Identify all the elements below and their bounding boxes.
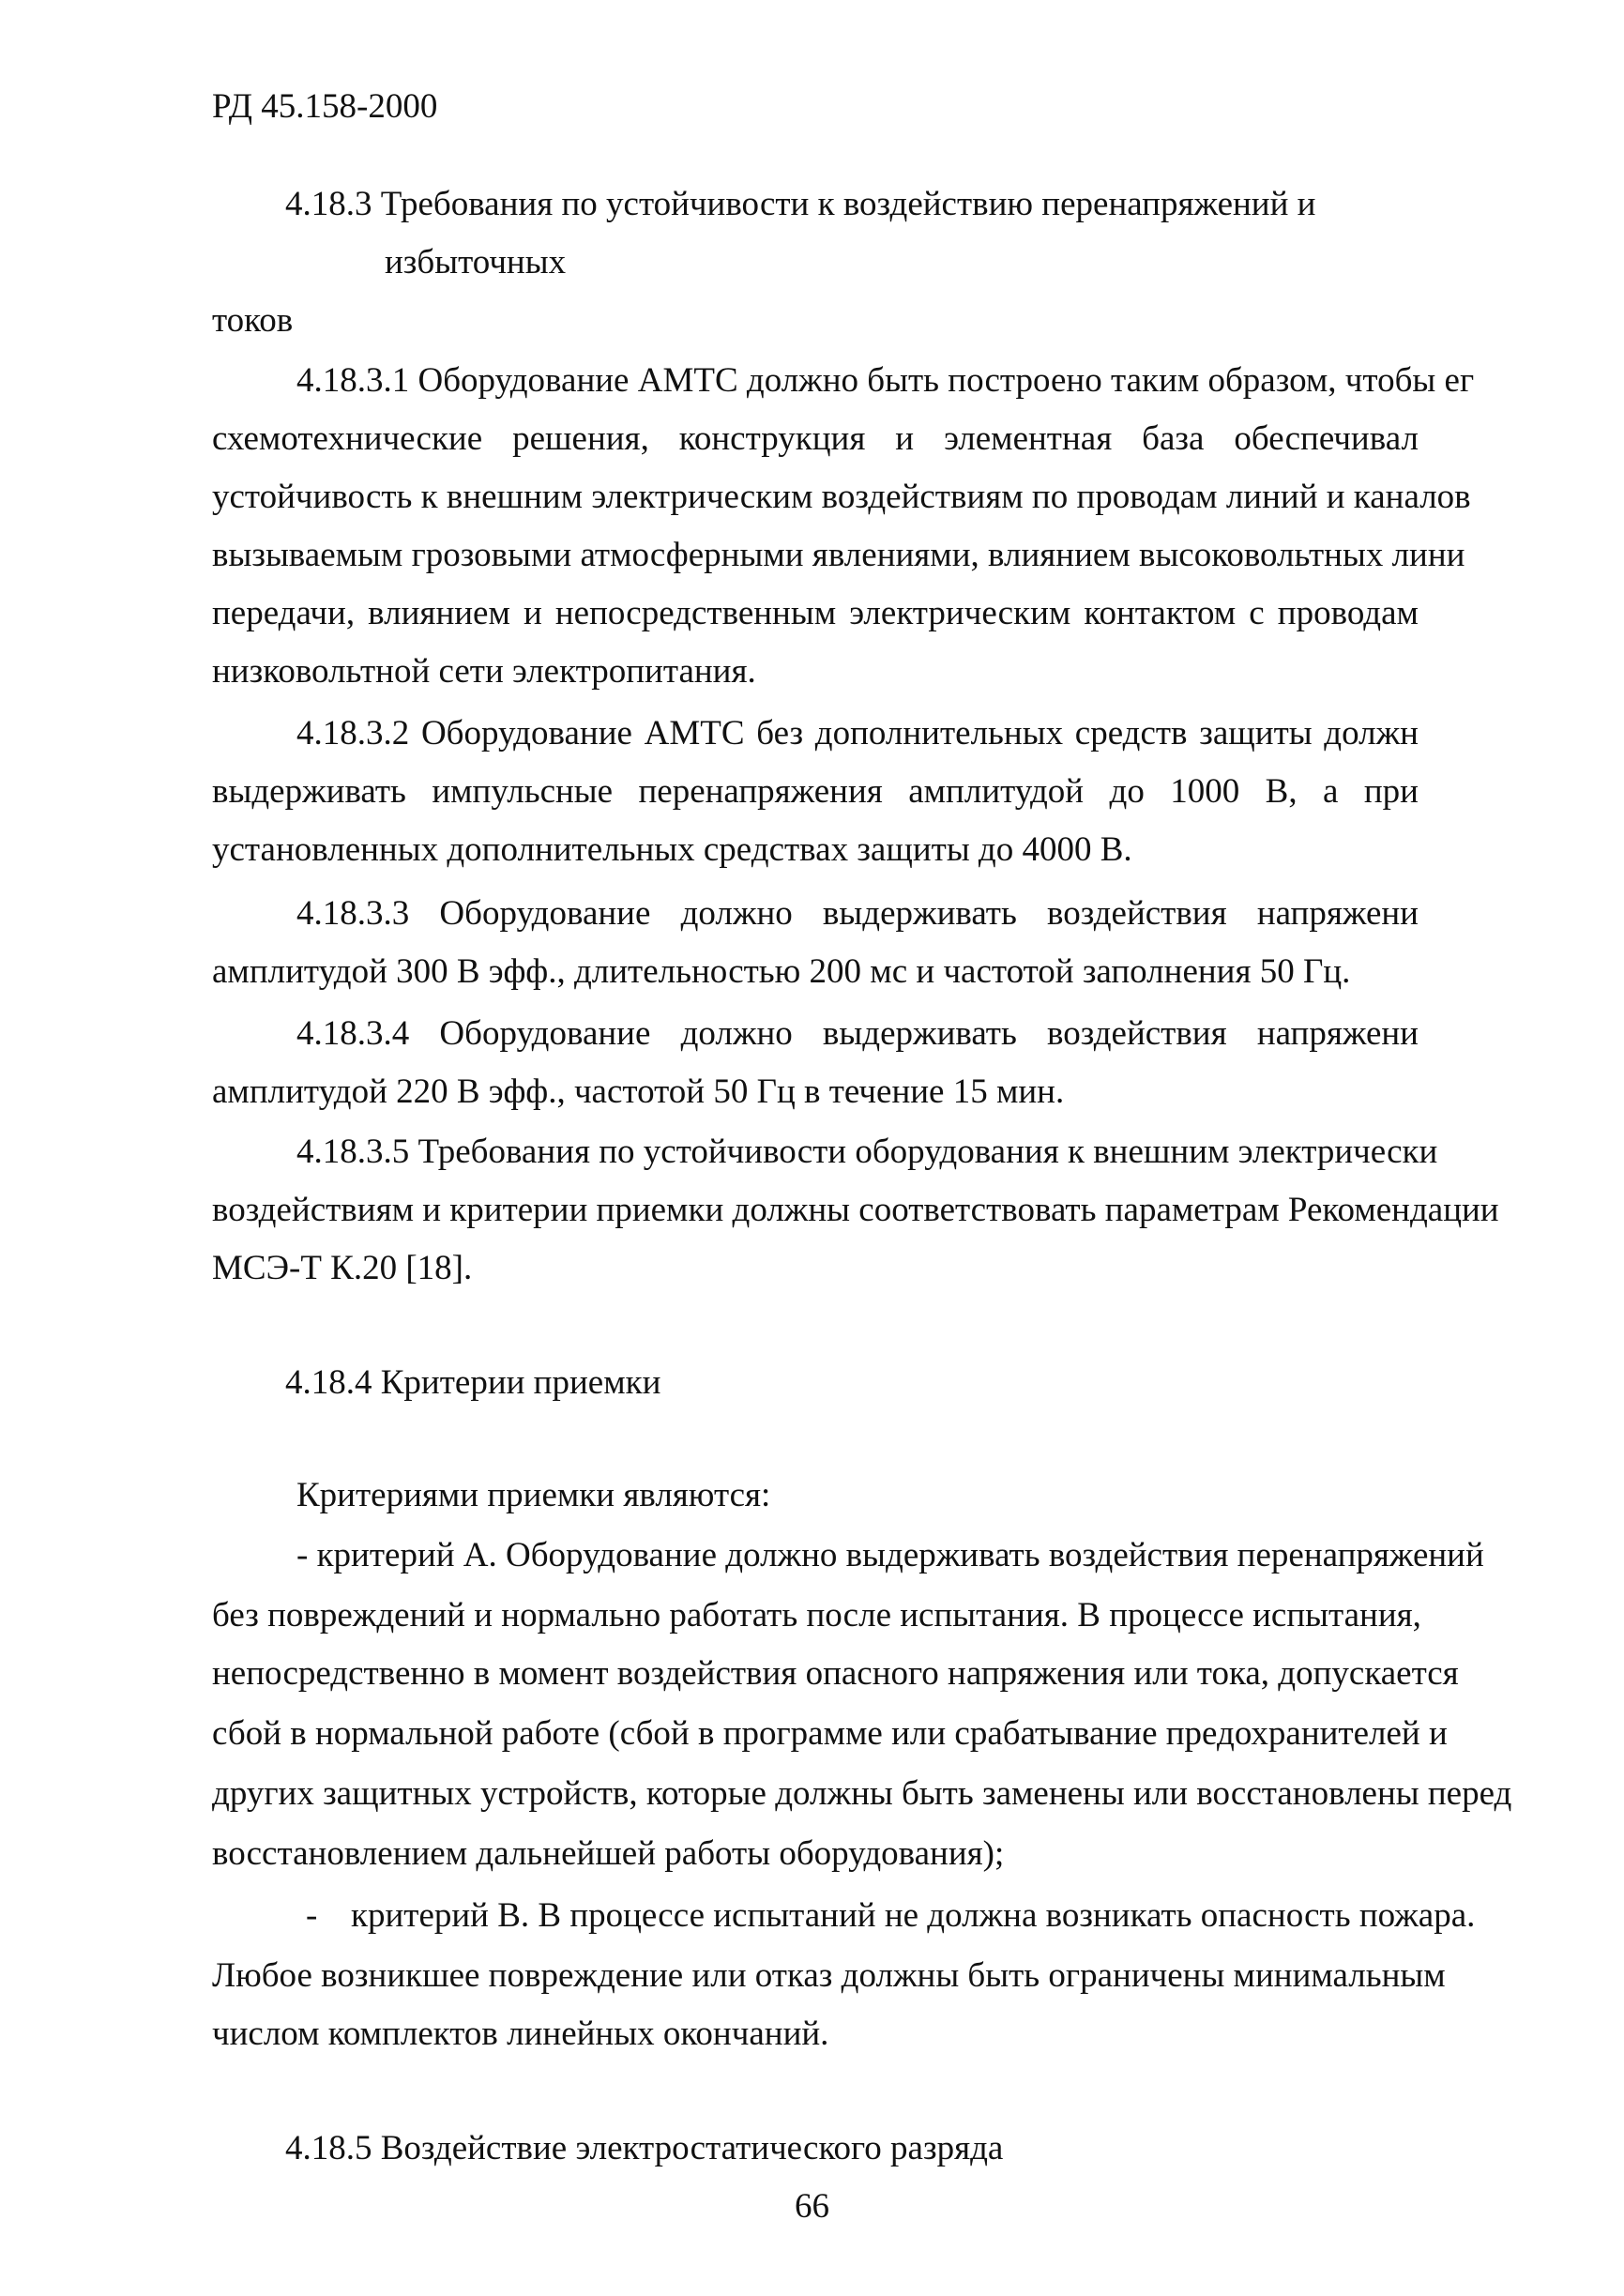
word: контактом — [1084, 594, 1237, 632]
paragraph-4-18-3-2-justified-line — [296, 713, 1419, 754]
paragraph-4-18-3-1-line: устойчивость к внешним электрическим воздействиям по проводам линий и каналов — [212, 478, 1471, 516]
word: выдерживать — [212, 772, 406, 811]
word: при — [1363, 772, 1419, 811]
word: схемотехнические — [212, 419, 483, 458]
page-number: 66 — [795, 2187, 829, 2226]
word: база — [1142, 419, 1205, 458]
section-heading-4-18-3: 4.18.3 Требования по устойчивости к воздействию перенапряжений и — [285, 185, 1316, 223]
word: непосредственным — [554, 594, 837, 632]
criterion-b-line: числом комплектов линейных окончаний. — [212, 2015, 829, 2053]
criterion-a-line: непосредственно в момент воздействия опасного напряжения или тока, допускается — [212, 1654, 1459, 1693]
section-heading-4-18-3-cont: избыточных — [385, 243, 567, 281]
word: должно — [680, 1014, 793, 1053]
section-heading-4-18-5: 4.18.5 Воздействие электростатического разряда — [285, 2129, 1004, 2167]
word: до — [1109, 772, 1145, 811]
paragraph-4-18-3-4-line: амплитудой 220 В эфф., частотой 50 Гц в течение 15 мин. — [212, 1072, 1065, 1111]
criterion-a-line: - критерий А. Оборудование должно выдерживать воздействия перенапряжений — [296, 1536, 1484, 1574]
paragraph-4-18-3-1-line: вызываемым грозовыми атмосферными явлениями, влиянием высоковольтных лини — [212, 536, 1465, 574]
paragraph-4-18-3-1-justified-line — [212, 418, 1419, 460]
paragraph-4-18-3-2-justified-line — [212, 771, 1419, 813]
criterion-a-line: сбой в нормальной работе (сбой в программе или срабатывание предохранителей и — [212, 1714, 1448, 1753]
word: электрическим — [849, 594, 1071, 632]
word: элементная — [944, 419, 1113, 458]
word: 4.18.3.4 — [296, 1014, 410, 1053]
word: должно — [680, 894, 793, 933]
criterion-a-line: без повреждений и нормально работать после испытания. В процессе испытания, — [212, 1596, 1421, 1635]
word: защиты — [1199, 714, 1313, 753]
word: выдерживать — [822, 1014, 1017, 1053]
word: и — [523, 594, 542, 632]
word: передачи, — [212, 594, 356, 632]
paragraph-4-18-3-3-line: амплитудой 300 В эфф., длительностью 200 мс и частотой заполнения 50 Гц. — [212, 952, 1351, 991]
word: импульсные — [432, 772, 614, 811]
paragraph-4-18-3-2-line: установленных дополнительных средствах защиты до 4000 В. — [212, 830, 1132, 869]
word: Оборудование — [439, 1014, 651, 1053]
word: а — [1323, 772, 1339, 811]
word: проводам — [1277, 594, 1419, 632]
criterion-b-line: Любое возникшее повреждение или отказ должны быть ограничены минимальным — [212, 1956, 1446, 1995]
word: 4.18.3.2 — [296, 714, 410, 753]
word: воздействия — [1047, 894, 1227, 933]
word: напряжени — [1256, 1014, 1419, 1053]
word: без — [756, 714, 804, 753]
word: и — [895, 419, 915, 458]
word: В, — [1265, 772, 1298, 811]
word: с — [1249, 594, 1265, 632]
criterion-b-dash: - — [306, 1896, 318, 1935]
word: амплитудой — [908, 772, 1085, 811]
word: воздействия — [1047, 1014, 1227, 1053]
paragraph-4-18-3-1-line: низковольтной сети электропитания. — [212, 652, 756, 691]
paragraph-4-18-3-1-justified-line — [212, 593, 1419, 634]
section-heading-4-18-4: 4.18.4 Критерии приемки — [285, 1363, 661, 1402]
word: перенапряжения — [638, 772, 883, 811]
document-code-header: РД 45.158-2000 — [212, 87, 438, 126]
criteria-intro: Критериями приемки являются: — [296, 1476, 771, 1514]
word: напряжени — [1256, 894, 1419, 933]
section-heading-4-18-3-end: токов — [212, 301, 294, 340]
word: Оборудование — [420, 714, 632, 753]
word: конструкция — [678, 419, 866, 458]
word: 4.18.3.3 — [296, 894, 410, 933]
paragraph-4-18-3-5-line: 4.18.3.5 Требования по устойчивости оборудования к внешним электрически — [296, 1133, 1438, 1171]
word: АМТС — [644, 714, 745, 753]
word: обеспечивал — [1234, 419, 1419, 458]
word: 1000 — [1170, 772, 1240, 811]
word: влиянием — [368, 594, 510, 632]
word: Оборудование — [439, 894, 651, 933]
word: должн — [1324, 714, 1419, 753]
criterion-a-line: восстановлением дальнейшей работы оборудования); — [212, 1834, 1005, 1873]
paragraph-4-18-3-1-line: 4.18.3.1 Оборудование АМТС должно быть построено таким образом, чтобы ег — [296, 361, 1475, 400]
criterion-a-line: других защитных устройств, которые должны быть заменены или восстановлены перед — [212, 1774, 1512, 1813]
word: выдерживать — [822, 894, 1017, 933]
paragraph-4-18-3-3-justified-line — [296, 893, 1419, 935]
paragraph-4-18-3-5-line: МСЭ-Т К.20 [18]. — [212, 1249, 473, 1287]
word: дополнительных — [814, 714, 1064, 753]
paragraph-4-18-3-5-line: воздействиям и критерии приемки должны соответствовать параметрам Рекомендации — [212, 1191, 1499, 1229]
paragraph-4-18-3-4-justified-line — [296, 1013, 1419, 1055]
word: средств — [1074, 714, 1188, 753]
criterion-b-line: критерий В. В процессе испытаний не должна возникать опасность пожара. — [351, 1896, 1476, 1935]
word: решения, — [512, 419, 649, 458]
